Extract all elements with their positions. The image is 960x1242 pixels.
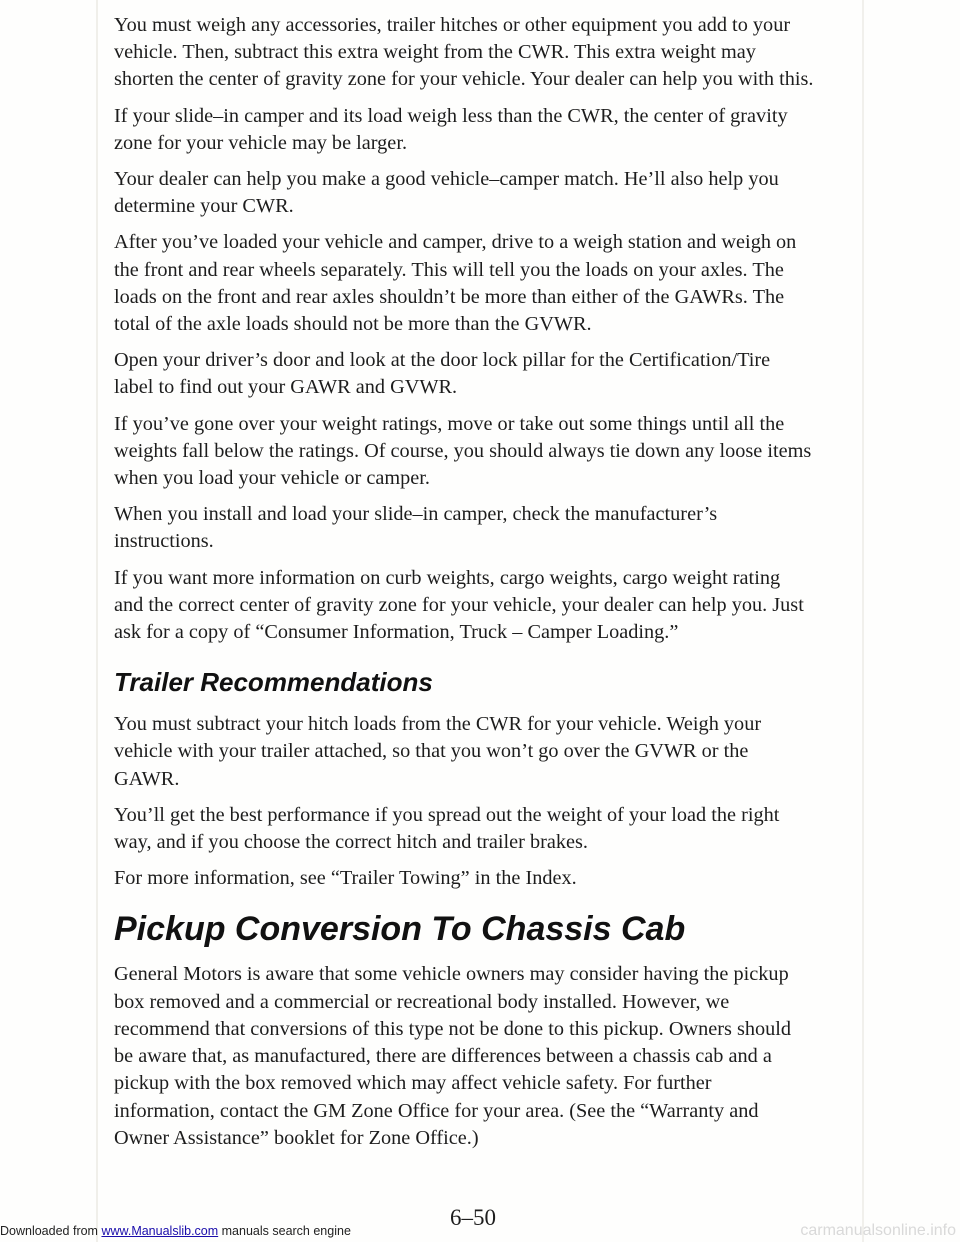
banner-suffix: manuals search engine	[218, 1224, 351, 1238]
download-banner	[0, 1224, 351, 1238]
heading-pickup-conversion: Pickup Conversion To Chassis Cab	[114, 910, 686, 949]
paragraph-install-instructions: When you install and load your slide–in camper, check the manufacturer’s instructions.	[114, 503, 718, 553]
heading-trailer-recommendations: Trailer Recommendations	[114, 667, 433, 698]
paragraph-more-information: If you want more information on curb weights, cargo weights, cargo weight rating and the correct center of gravity zone for your vehicle, your dealer can help you. Just ask for a copy of “Consumer Information, Truck – Camper Loading.”	[114, 566, 804, 644]
paragraph-best-performance: You’ll get the best performance if you spread out the weight of your load the right way, and if you choose the correct hitch and trailer brakes.	[114, 803, 780, 854]
page-content	[114, 12, 814, 1161]
watermark-text: carmanualsonline.info	[800, 1222, 956, 1239]
paragraph-certification-label: Open your driver’s door and look at the door lock pillar for the Certification/Tire label to find out your GAWR and GVWR.	[114, 349, 771, 399]
paragraph-gm-conversion: General Motors is aware that some vehicle owners may consider having the pickup box removed and a commercial or recreational body installed. However, we recommend that conversions of this type not be done to this pickup. Owners should be aware that, as manufactured, there are differences between a chassis cab and a pickup with the box removed which may affect vehicle safety. For further information, contact the GM Zone Office for your area. (See the “Warranty and Owner Assistance” booklet for Zone Office.)	[114, 963, 792, 1149]
paragraph-trailer-towing-ref: For more information, see “Trailer Towing” in the Index.	[114, 867, 577, 890]
manualslib-link[interactable]: www.Manualslib.com	[101, 1224, 219, 1238]
page-number: 6–50	[450, 1205, 496, 1230]
paragraph-dealer-match: Your dealer can help you make a good vehicle–camper match. He’ll also help you determine your CWR.	[114, 168, 779, 218]
paragraph-weigh-station: After you’ve loaded your vehicle and camper, drive to a weigh station and weigh on the front and rear wheels separately. This will tell you the loads on your axles. The loads on the front and rear axles shouldn’t be more than either of the GAWRs. The total of the axle loads should not be more than the GVWR.	[114, 231, 797, 336]
scan-edge-left	[96, 0, 98, 1242]
banner-prefix: Downloaded from	[0, 1224, 102, 1238]
paragraph-over-ratings: If you’ve gone over your weight ratings, move or take out some things until all the weights fall below the ratings. Of course, you should always tie down any loose items when you load your vehicle or camper.	[114, 412, 812, 490]
paragraph-hitch-loads: You must subtract your hitch loads from the CWR for your vehicle. Weigh your vehicle with your trailer attached, so that you won’t go over the GVWR or the GAWR.	[114, 713, 762, 790]
paragraph-camper-lighter: If your slide–in camper and its load weigh less than the CWR, the center of gravity zone for your vehicle may be larger.	[114, 104, 788, 154]
paragraph-accessories-weight: You must weigh any accessories, trailer hitches or other equipment you add to your vehicle. Then, subtract this extra weight from the CWR. This extra weight may shorten the center of gravity zone for your vehicle. Your dealer can help you with this.	[114, 14, 814, 91]
scan-edge-right	[862, 0, 864, 1242]
